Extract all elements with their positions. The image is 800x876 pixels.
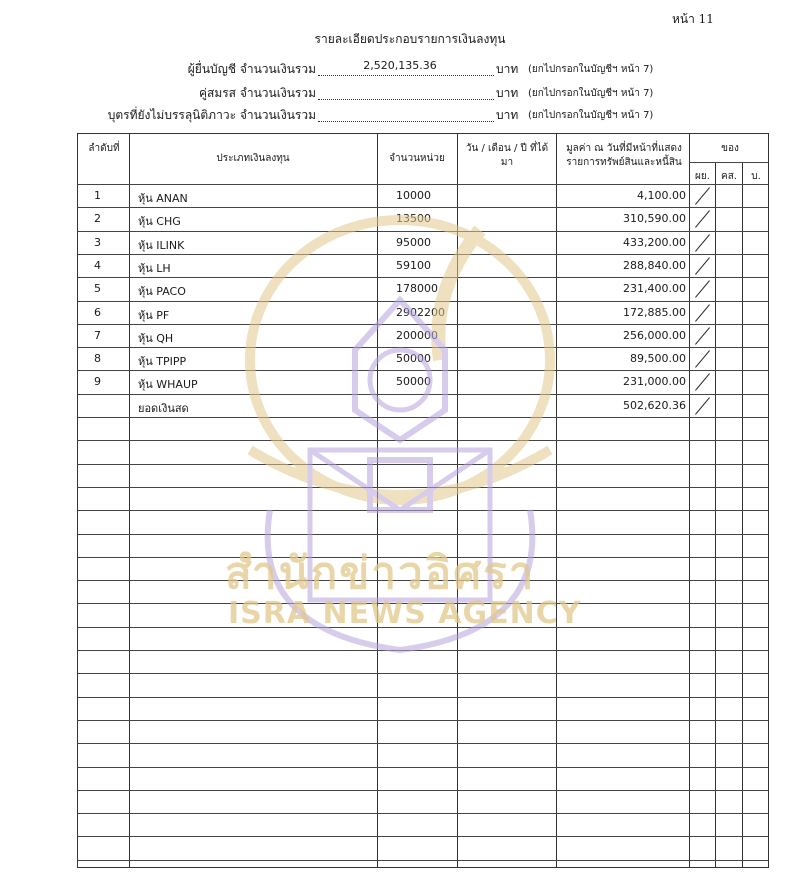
row-number: 5: [94, 282, 101, 296]
row-number: 8: [94, 352, 101, 366]
investment-value: 310,590.00: [623, 212, 686, 226]
row-line: [78, 510, 768, 511]
row-line: [78, 673, 768, 674]
row-line: [78, 301, 768, 302]
owner-checkmark: [695, 257, 710, 274]
row-line: [78, 394, 768, 395]
header-owner-declarant: ผย.: [695, 171, 710, 182]
summary-value: 2,520,135.36: [363, 59, 437, 72]
row-line: [78, 370, 768, 371]
summary-children: [0, 106, 800, 124]
investment-value: 172,885.00: [623, 305, 686, 319]
summary-unit: บาท: [496, 108, 519, 122]
investment-type: หุ้น QH: [138, 331, 174, 345]
header-date: วัน / เดือน / ปี ที่ได้มา: [465, 143, 549, 168]
unit-count: 2902200: [396, 305, 445, 319]
header-type: ประเภทเงินลงทุน: [216, 153, 290, 164]
owner-checkmark: [695, 304, 710, 321]
row-line: [78, 487, 768, 488]
summary-note: (ยกไปกรอกในบัญชีฯ หน้า 7): [528, 88, 654, 99]
unit-count: 95000: [396, 235, 431, 249]
row-line: [78, 767, 768, 768]
investment-value: 502,620.36: [623, 398, 686, 412]
investment-type: หุ้น PACO: [138, 285, 186, 299]
document-title: รายละเอียดประกอบรายการเงินลงทุน: [314, 32, 506, 46]
row-number: 3: [94, 235, 101, 249]
unit-count: 50000: [396, 375, 431, 389]
row-number: 9: [94, 375, 101, 389]
summary-dotted-line: [318, 84, 494, 100]
header-owner-child: บ.: [751, 171, 761, 182]
owner-checkmark: [695, 211, 710, 228]
summary-unit: บาท: [496, 62, 519, 76]
summary-dotted-line: [318, 106, 494, 122]
summary-unit: บาท: [496, 86, 519, 100]
investment-value: 256,000.00: [623, 328, 686, 342]
summary-note: (ยกไปกรอกในบัญชีฯ หน้า 7): [528, 110, 654, 121]
column-divider: [715, 162, 716, 867]
row-number: 2: [94, 212, 101, 226]
row-line: [78, 860, 768, 861]
row-line: [78, 207, 768, 208]
unit-count: 13500: [396, 212, 431, 226]
row-line: [78, 440, 768, 441]
row-line: [78, 650, 768, 651]
investment-value: 433,200.00: [623, 235, 686, 249]
investment-value: 89,500.00: [630, 352, 686, 366]
investment-value: 231,000.00: [623, 375, 686, 389]
summary-label: บุตรที่ยังไม่บรรลุนิติภาวะ จำนวนเงินรวม: [107, 108, 316, 122]
row-line: [78, 720, 768, 721]
column-divider: [129, 134, 130, 867]
summary-label: คู่สมรส จำนวนเงินรวม: [198, 86, 316, 100]
owner-checkmark: [695, 374, 710, 391]
row-line: [78, 324, 768, 325]
summary-label: ผู้ยื่นบัญชี จำนวนเงินรวม: [187, 62, 316, 76]
row-line: [78, 743, 768, 744]
row-number: 6: [94, 305, 101, 319]
row-line: [78, 534, 768, 535]
owner-checkmark: [695, 280, 710, 297]
watermark-text-english: ISRA NEWS AGENCY: [228, 596, 582, 631]
owner-checkmark: [695, 397, 710, 414]
unit-count: 200000: [396, 328, 438, 342]
row-line: [78, 836, 768, 837]
column-divider: [457, 134, 458, 867]
row-line: [78, 417, 768, 418]
investment-value: 231,400.00: [623, 282, 686, 296]
header-owner: ของ: [721, 143, 739, 154]
row-line: [78, 231, 768, 232]
owner-checkmark: [695, 350, 710, 367]
owner-checkmark: [695, 234, 710, 251]
investment-type: หุ้น ILINK: [138, 238, 185, 252]
column-divider: [377, 134, 378, 867]
investment-type: หุ้น ANAN: [138, 192, 188, 205]
investment-type: หุ้น CHG: [138, 215, 181, 229]
unit-count: 59100: [396, 258, 431, 272]
investment-table: [77, 133, 769, 868]
investment-value: 4,100.00: [637, 189, 686, 202]
watermark-text-thai: สำนักข่าวอิศรา: [225, 548, 536, 599]
investment-value: 288,840.00: [623, 258, 686, 272]
unit-count: 178000: [396, 282, 438, 296]
owner-checkmark: [695, 187, 710, 204]
page-number: หน้า 11: [672, 12, 714, 26]
row-number: 7: [94, 328, 101, 342]
unit-count: 50000: [396, 352, 431, 366]
column-divider: [556, 134, 557, 867]
investment-type: หุ้น TPIPP: [138, 355, 187, 369]
owner-checkmark: [695, 327, 710, 344]
investment-type: หุ้น WHAUP: [138, 378, 198, 392]
header-no: ลำดับที่: [88, 143, 120, 154]
row-line: [78, 464, 768, 465]
summary-note: (ยกไปกรอกในบัญชีฯ หน้า 7): [528, 64, 654, 75]
unit-count: 10000: [396, 189, 431, 202]
summary-declarant: [0, 60, 800, 78]
row-line: [78, 697, 768, 698]
owner-subheader-line: [689, 162, 768, 163]
investment-type: หุ้น LH: [138, 261, 171, 275]
row-number: 4: [94, 258, 101, 272]
header-value: มูลค่า ณ วันที่มีหน้าที่แสดงรายการทรัพย์สินและหนี้สิน: [566, 143, 682, 168]
row-number: 1: [94, 189, 101, 202]
investment-type: หุ้น PF: [138, 308, 170, 322]
row-line: [78, 184, 768, 185]
investment-type: ยอดเงินสด: [138, 401, 189, 415]
row-line: [78, 813, 768, 814]
row-line: [78, 277, 768, 278]
header-owner-spouse: คส.: [721, 171, 737, 182]
summary-spouse: [0, 84, 800, 102]
column-divider: [742, 162, 743, 867]
row-line: [78, 790, 768, 791]
column-divider: [689, 134, 690, 867]
header-units: จำนวนหน่วย: [389, 153, 445, 164]
row-line: [78, 254, 768, 255]
row-line: [78, 347, 768, 348]
